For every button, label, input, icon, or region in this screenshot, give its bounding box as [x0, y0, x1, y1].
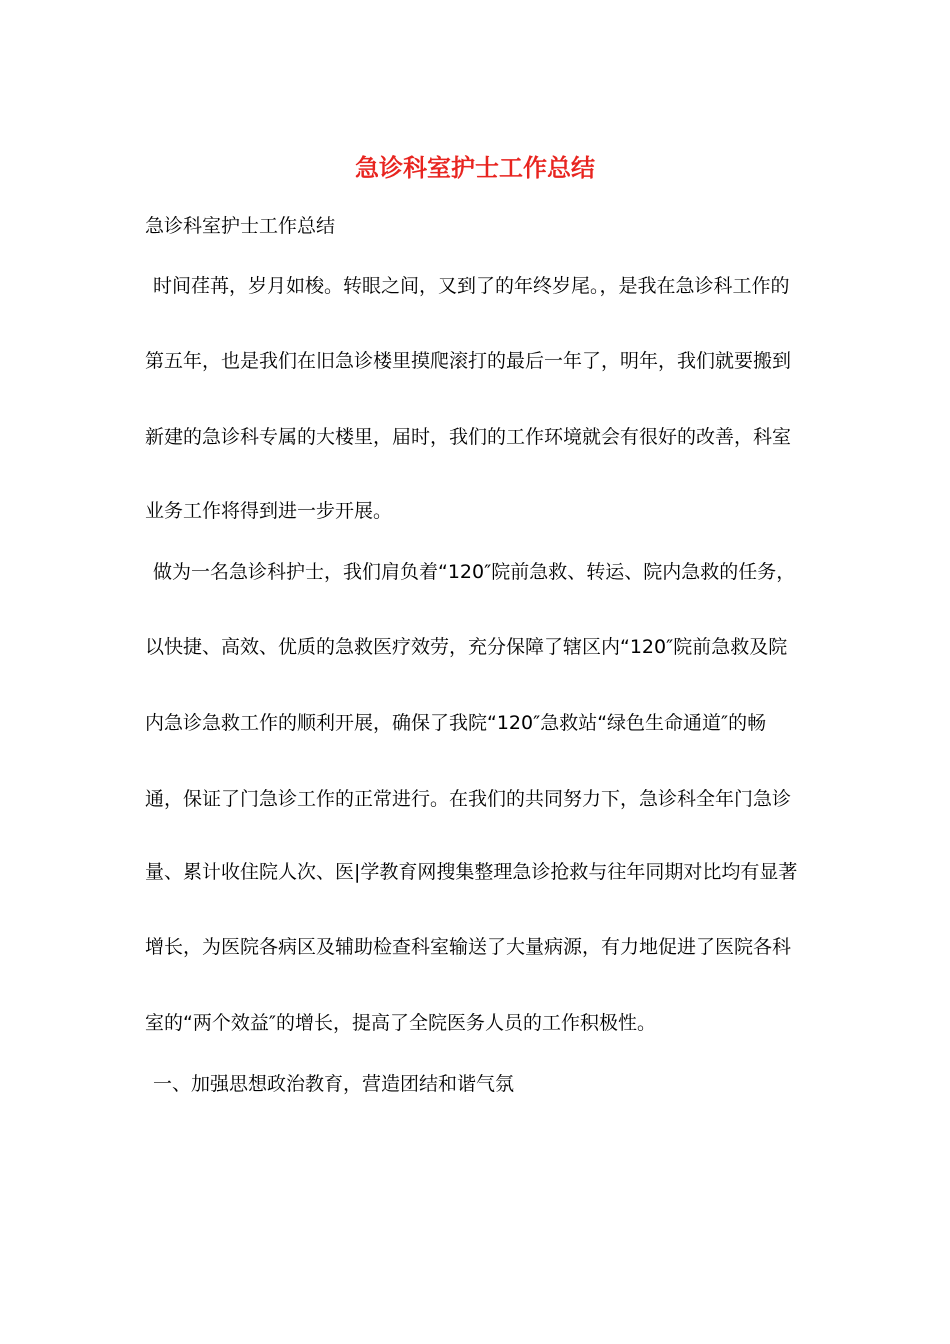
paragraph-line: 新建的急诊科专属的大楼里，届时，我们的工作环境就会有很好的改善，科室	[145, 426, 792, 448]
paragraph-line: 增长，为医院各病区及辅助检查科室输送了大量病源，有力地促进了医院各科	[145, 936, 792, 958]
paragraph-line: 以快捷、高效、优质的急救医疗效劳，充分保障了辖区内“120″院前急救及院	[145, 636, 788, 658]
paragraph-line: 业务工作将得到进一步开展。	[145, 500, 393, 522]
document-subtitle: 急诊科室护士工作总结	[145, 215, 336, 237]
paragraph-line: 做为一名急诊科护士，我们肩负着“120″院前急救、转运、院内急救的任务，	[153, 561, 796, 583]
paragraph-line: 室的“两个效益″的增长，提高了全院医务人员的工作积极性。	[145, 1012, 656, 1034]
paragraph-line: 时间荏苒，岁月如梭。转眼之间，又到了的年终岁尾。，是我在急诊科工作的	[153, 275, 790, 297]
document-title: 急诊科室护士工作总结	[355, 154, 595, 182]
paragraph-line: 内急诊急救工作的顺利开展，确保了我院“120″急救站“绿色生命通道″的畅	[145, 712, 767, 734]
paragraph-line: 通，保证了门急诊工作的正常进行。在我们的共同努力下，急诊科全年门急诊	[145, 788, 792, 810]
paragraph-line: 量、累计收住院人次、医|学教育网搜集整理急诊抢救与往年同期对比均有显著	[145, 861, 798, 883]
paragraph-line: 第五年，也是我们在旧急诊楼里摸爬滚打的最后一年了，明年，我们就要搬到	[145, 350, 792, 372]
section-heading: 一、加强思想政治教育，营造团结和谐气氛	[153, 1073, 515, 1095]
